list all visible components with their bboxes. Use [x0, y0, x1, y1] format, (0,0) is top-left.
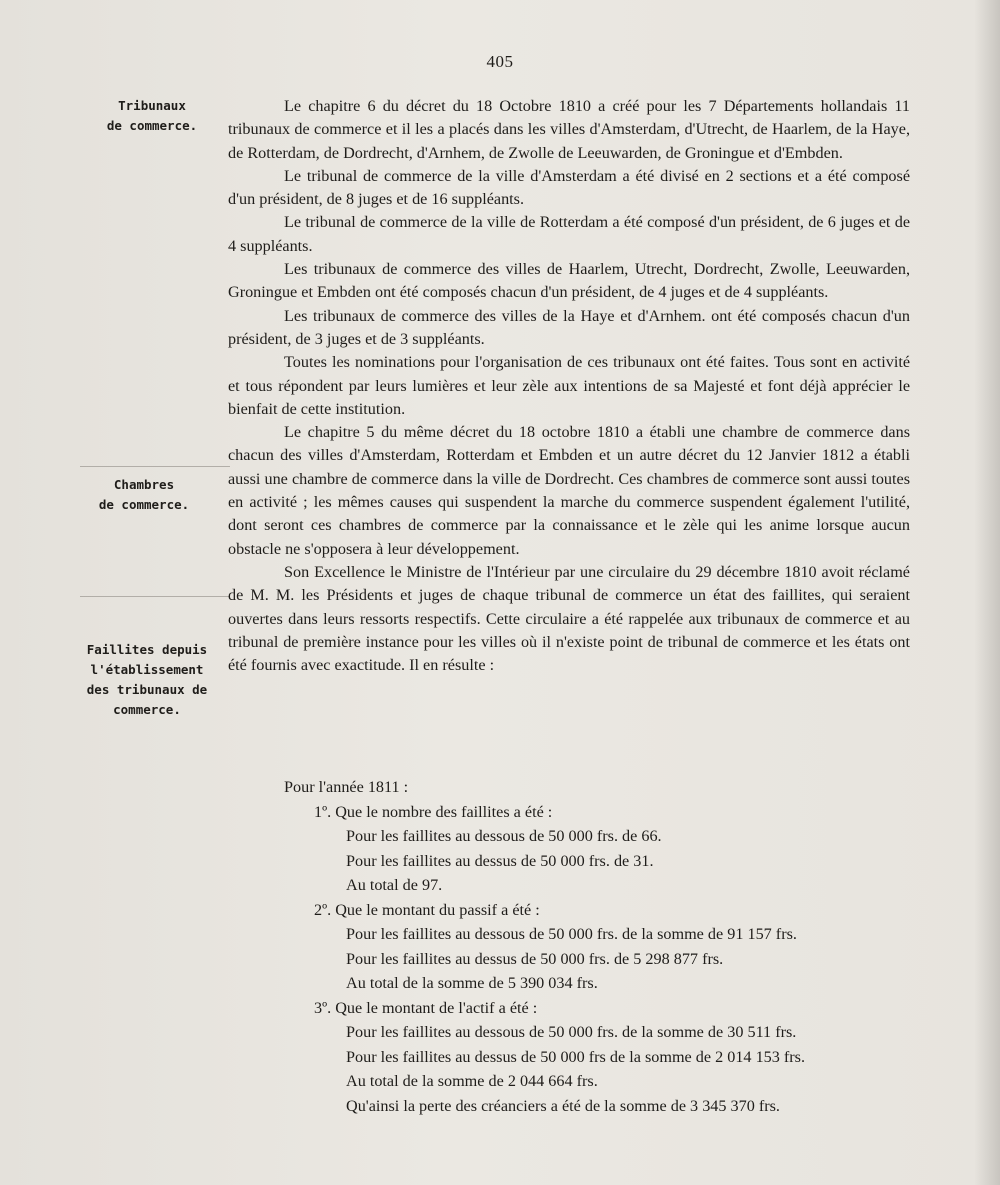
- paragraph: Le tribunal de commerce de la ville d'Amsterdam a été divisé en 2 sections et a été composé d'un président, de 8 juges et de 16 suppléants.: [228, 166, 910, 209]
- list-item: Pour les faillites au dessous de 50 000 frs. de la somme de 91 157 frs.: [346, 925, 797, 943]
- paragraph: Les tribunaux de commerce des villes de la Haye et d'Arnhem. ont été composés chacun d'un président, de 3 juges et de 3 suppléants.: [228, 306, 910, 348]
- margin-note-line: Faillites depuis: [86, 642, 208, 657]
- list-heading: 3º. Que le montant de l'actif a été :: [314, 998, 538, 1017]
- paragraph: Les tribunaux de commerce des villes de Haarlem, Utrecht, Dordrecht, Zwolle, Leeuwarden, Groningue et Embden ont été composés chacun d'un président, de 4 juges et de 4 suppléants.: [228, 260, 910, 302]
- margin-note-line: des tribunaux de: [86, 682, 208, 697]
- list-item: Pour les faillites au dessus de 50 000 frs de la somme de 2 014 153 frs.: [346, 1047, 806, 1066]
- list-item: Pour les faillites au dessous de 50 000 frs. de la somme de 30 511 frs.: [346, 1023, 797, 1041]
- list-item: Qu'ainsi la perte des créanciers a été de la somme de 3 345 370 frs.: [346, 1096, 780, 1115]
- paragraph: Le tribunal de commerce de la ville de Rotterdam a été composé d'un président, de 6 juges et de 4 suppléants.: [228, 213, 910, 255]
- margin-note-line: de commerce.: [106, 118, 198, 133]
- list-heading: 1º. Que le nombre des faillites a été :: [314, 802, 553, 821]
- page-number: 405: [486, 52, 514, 71]
- margin-divider: [80, 596, 230, 597]
- list-year: Pour l'année 1811 :: [284, 778, 409, 796]
- list-item: Pour les faillites au dessus de 50 000 frs. de 31.: [346, 851, 654, 870]
- list-item: Pour les faillites au dessus de 50 000 frs. de 5 298 877 frs.: [346, 949, 724, 968]
- margin-note-faillites: [78, 640, 216, 720]
- paragraph: Le chapitre 6 du décret du 18 Octobre 1810 a créé pour les 7 Départements hollandais 11 tribunaux de commerce et il les a placés dans les villes d'Amsterdam, d'Utrecht, de Haarlem, de la Haye, de Rotterdam, de Dordrecht, d'Arnhem, de Zwolle de Leeuwarden, de Groningue et d'Embden.: [228, 97, 910, 162]
- list-heading: 2º. Que le montant du passif a été :: [314, 900, 540, 919]
- body-text: [228, 95, 910, 677]
- margin-note-line: de commerce.: [98, 497, 190, 512]
- list-item: Au total de la somme de 2 044 664 frs.: [346, 1072, 598, 1090]
- margin-note-tribunaux: [92, 96, 212, 136]
- margin-divider: [80, 466, 230, 467]
- list-item: Au total de 97.: [346, 876, 443, 894]
- page-edge-shadow: [974, 0, 1000, 1185]
- paragraph: Son Excellence le Ministre de l'Intérieur par une circulaire du 29 décembre 1810 avoit réclamé de M. M. les Présidents et juges de chaque tribunal de commerce un état des faillites, qui seraient ouvertes dans leurs ressorts respectifs. Cette circulaire a été rappelée aux tribunaux de commerce et au tribunal de première instance pour les villes où il n'existe point de tribunal de commerce et les états ont été fournis avec exactitude. Il en résulte :: [228, 562, 910, 675]
- margin-note-chambres: [84, 475, 204, 515]
- paragraph: Le chapitre 5 du même décret du 18 octobre 1810 a établi une chambre de commerce dans chacun des villes d'Amsterdam, Rotterdam et Embden et un autre décret du 12 Janvier 1812 a établi aussi une chambre de commerce dans la ville de Dordrecht. Ces chambres de commerce sont aussi toutes en activité ; les mêmes causes qui suspendent la marche du commerce suspendent également l'utilité, dont seront ces chambres de commerce par la connaissance et le zèle qui les anime lorsque aucun obstacle ne s'opposera à leur développement.: [228, 423, 910, 558]
- faillites-list: [228, 775, 805, 1118]
- margin-note-line: l'établissement: [90, 662, 204, 677]
- margin-note-line: Tribunaux: [118, 98, 186, 113]
- margin-note-line: Chambres: [113, 477, 175, 492]
- list-item: Au total de la somme de 5 390 034 frs.: [346, 974, 598, 992]
- paragraph: Toutes les nominations pour l'organisation de ces tribunaux ont été faites. Tous sont en activité et tous répondent par leurs lumières et leur zèle aux intentions de sa Majesté et font déjà apprécier le bienfait de cette institution.: [228, 353, 910, 418]
- list-item: Pour les faillites au dessous de 50 000 frs. de 66.: [346, 827, 662, 845]
- margin-note-line: commerce.: [113, 702, 181, 717]
